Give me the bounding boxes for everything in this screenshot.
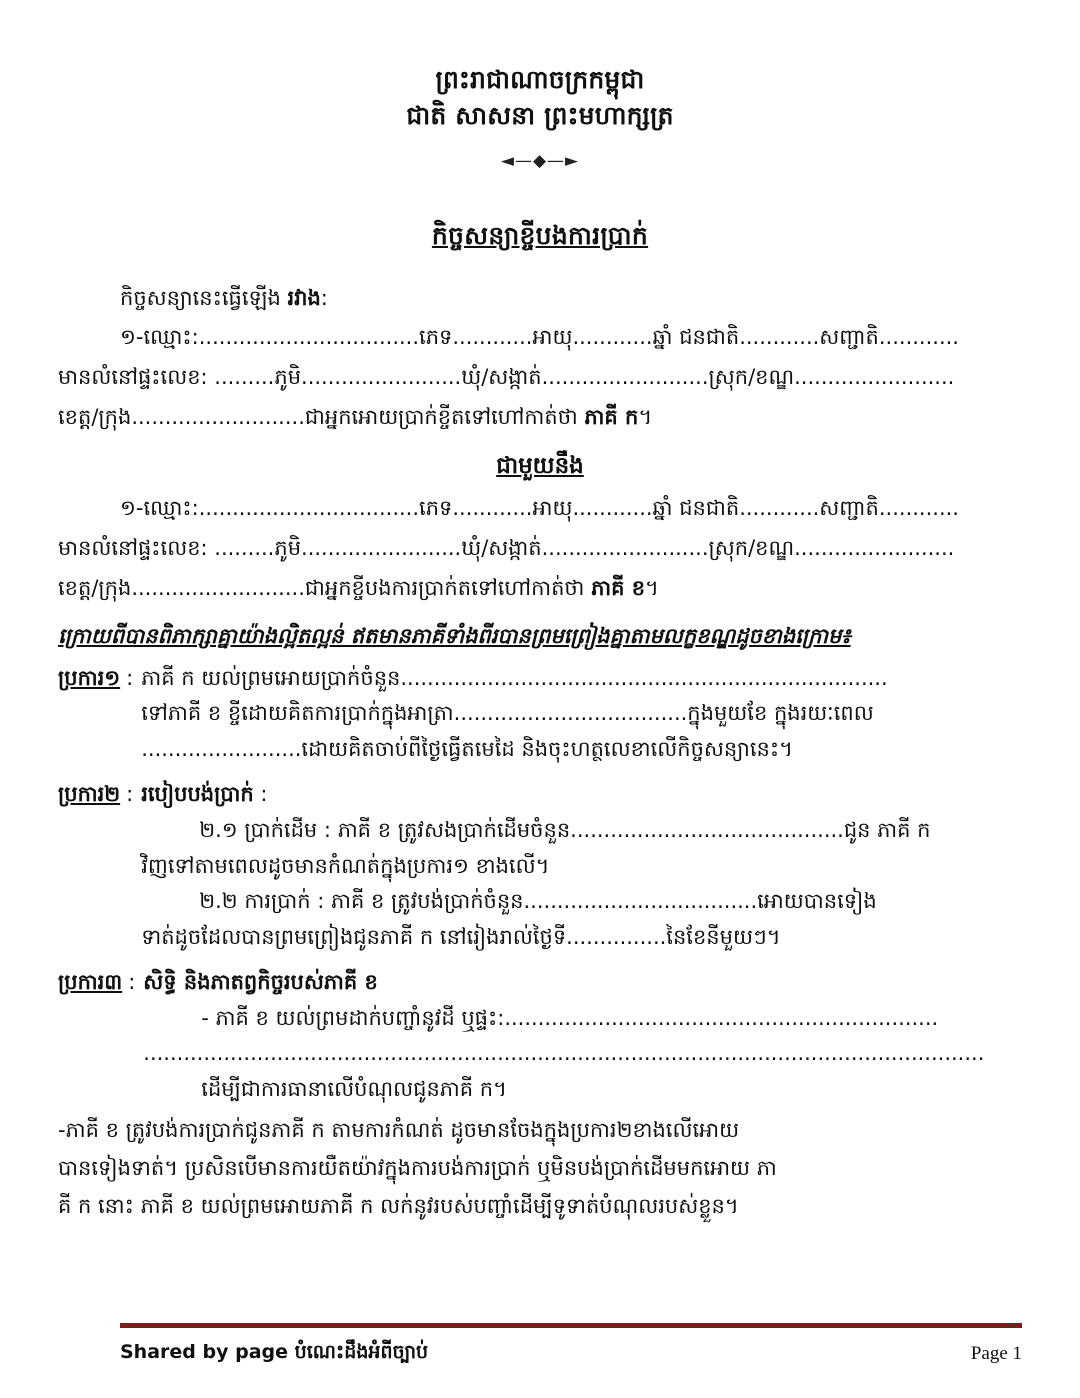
party-b-line-3-before: ខេត្ត/ក្រុង..........................ជាអ្នកខ្ចីបងការប្រាក់តទៅហៅកាត់ថា xyxy=(58,576,592,601)
clause-3-title: សិទ្ធិ និងភាតព្វកិច្ចរបស់ភាគី ខ xyxy=(143,970,378,995)
intro-paragraph xyxy=(58,283,1022,315)
clause-2-line-1: ២.១ ប្រាក់ដើម : ភាគី ខ ត្រូវសងប្រាក់ដើមចំនួន.........................................ជូន ភាគី ក xyxy=(199,817,931,842)
clause-1-line-1: ភាគី ក យល់ព្រមអោយប្រាក់ចំនួន......................................................................... xyxy=(141,665,888,690)
clause-3-label: ប្រការ៣ xyxy=(58,970,123,995)
intro-between-word: រវាង xyxy=(287,285,321,310)
clause-2-title: របៀបបង់ប្រាក់ xyxy=(141,782,254,807)
intro-text-before: កិច្ចសន្យានេះធ្វើឡើង xyxy=(120,285,288,310)
clause-2-line-4: ទាត់ដូចដែលបានព្រមព្រៀងជូនភាគី ក នៅរៀងរាល់ថ្ងៃទី...............នៃខែនីមួយៗ។ xyxy=(141,924,781,949)
party-a-line-3-after: ។ xyxy=(638,405,653,430)
clause-2-title-suffix: : xyxy=(253,782,268,807)
clause-3-body xyxy=(143,966,1022,1108)
party-a-line-2: មានលំនៅផ្ទះលេខ: .........ភូមិ........................ឃុំ/សង្កាត់.........................ស្រុក/ខណ្ឌ........................ xyxy=(58,365,955,390)
party-a-label: ភាគី ក xyxy=(584,405,639,430)
clause-3 xyxy=(58,966,1022,1108)
party-b-line-1: ១-ឈ្មោះ:.................................ភេទ............អាយុ............ឆ្នាំ ជនជាតិ............សញ្ជាតិ............ xyxy=(120,496,959,521)
footer-credit: Shared by page បំណេះដឹងអំពីច្បាប់ xyxy=(120,1341,429,1363)
party-b-heading: ជាមួយនឹង xyxy=(496,453,584,480)
party-b-line-2: មានលំនៅផ្ទះលេខ: .........ភូមិ........................ឃុំ/សង្កាត់.........................ស្រុក/ខណ្ឌ........................ xyxy=(58,536,955,561)
clause-2-colon: : xyxy=(126,782,134,807)
clause-2-line-2: វិញទៅតាមពេលដូចមានកំណត់ក្នុងប្រការ១ ខាងលើ។ xyxy=(141,853,550,878)
footer-divider xyxy=(120,1323,1022,1328)
clause-2-title-row xyxy=(141,778,1022,812)
clause-1-label: ប្រការ១ xyxy=(58,665,121,690)
clause-3-line-1: - ភាគី ខ យល់ព្រមដាក់បញ្ចាំនូវដី ឬផ្ទះ:................................................................. xyxy=(201,1005,939,1030)
clause-3-extra-line-2: បានទៀងទាត់។ ប្រសិនបើមានការយឺតយ៉ាវក្នុងការបង់ការប្រាក់ ឬមិនបង់ប្រាក់ដើមមកអោយ ភា xyxy=(58,1155,777,1180)
clause-2-line-3: ២.២ ការប្រាក់ : ភាគី ខ ត្រូវបង់ប្រាក់ចំនួន...................................អោយបានទៀង xyxy=(199,889,877,914)
kingdom-line: ព្រះរាជាណាចក្រកម្ពុជា xyxy=(435,65,645,94)
clause-3-extra-line-3: គី ក នោះ ភាគី ខ យល់ព្រមអោយភាគី ក លក់នូវរបស់បញ្ចាំដើម្បីទូទាត់បំណុលរបស់ខ្លួន។ xyxy=(58,1193,739,1218)
ornament-divider: ◄—◆—► xyxy=(500,150,580,171)
clause-2-label: ប្រការ២ xyxy=(58,782,121,807)
clause-2 xyxy=(58,778,1022,956)
party-a-line-3-before: ខេត្ត/ក្រុង..........................ជាអ្នកអោយប្រាក់ខ្ចីតទៅហៅកាត់ថា xyxy=(58,405,585,430)
clause-1-body xyxy=(141,662,1022,769)
clause-3-line-2: .............................................................................................................................. xyxy=(143,1041,985,1066)
party-b-label: ភាគី ខ xyxy=(591,576,646,601)
party-a-line-3 xyxy=(58,400,1022,434)
page-footer xyxy=(120,1340,1022,1368)
page-title: កិច្ចសន្យាខ្ចីបងការប្រាក់ xyxy=(431,220,649,250)
party-a-line-1: ១-ឈ្មោះ:.................................ភេទ............អាយុ............ឆ្នាំ ជនជាតិ............សញ្ជាតិ............ xyxy=(120,325,959,349)
clause-3-colon: : xyxy=(128,970,136,995)
clause-1 xyxy=(58,662,1022,769)
document-header xyxy=(58,62,1022,171)
agreement-statement: ក្រោយពីបានពិភាក្សាគ្នាយ៉ាងល្អិតល្អន់ ឥតមានភាគីទាំងពីរបានព្រមព្រៀងគ្នាតាមលក្ខខណ្ឌដូចខាងក្រោម៖ xyxy=(58,624,851,649)
page-number: Page 1 xyxy=(970,1343,1022,1364)
clause-1-line-2: ទៅភាគី ខ ខ្ចីដោយគិតការប្រាក់ក្នុងអាត្រា...................................ក្នុងមួយខែ ក្នុងរយៈពេល xyxy=(141,701,874,726)
clause-2-body xyxy=(141,778,1022,956)
clause-1-colon: : xyxy=(126,665,134,690)
clause-1-line-3: ........................ដោយគិតចាប់ពីថ្ងៃធ្វើតមេដៃ និងចុះហត្ថលេខាលើកិច្ចសន្យានេះ។ xyxy=(141,736,793,761)
clause-3-line-3: ដើម្បីជាការធានាលើបំណុលជូនភាគី ក។ xyxy=(201,1077,507,1102)
party-b-line-3-after: ។ xyxy=(645,576,659,601)
clause-3-extra-line-1: -ភាគី ខ ត្រូវបង់ការប្រាក់ជូនភាគី ក តាមការកំណត់ ដូចមានចែងក្នុងប្រការ២ខាងលើអោយ xyxy=(58,1117,740,1142)
intro-text-after: : xyxy=(320,285,328,310)
motto-line: ជាតិ សាសនា ព្រះមហាក្សត្រ xyxy=(406,101,674,131)
party-b-line-3 xyxy=(58,571,1022,605)
